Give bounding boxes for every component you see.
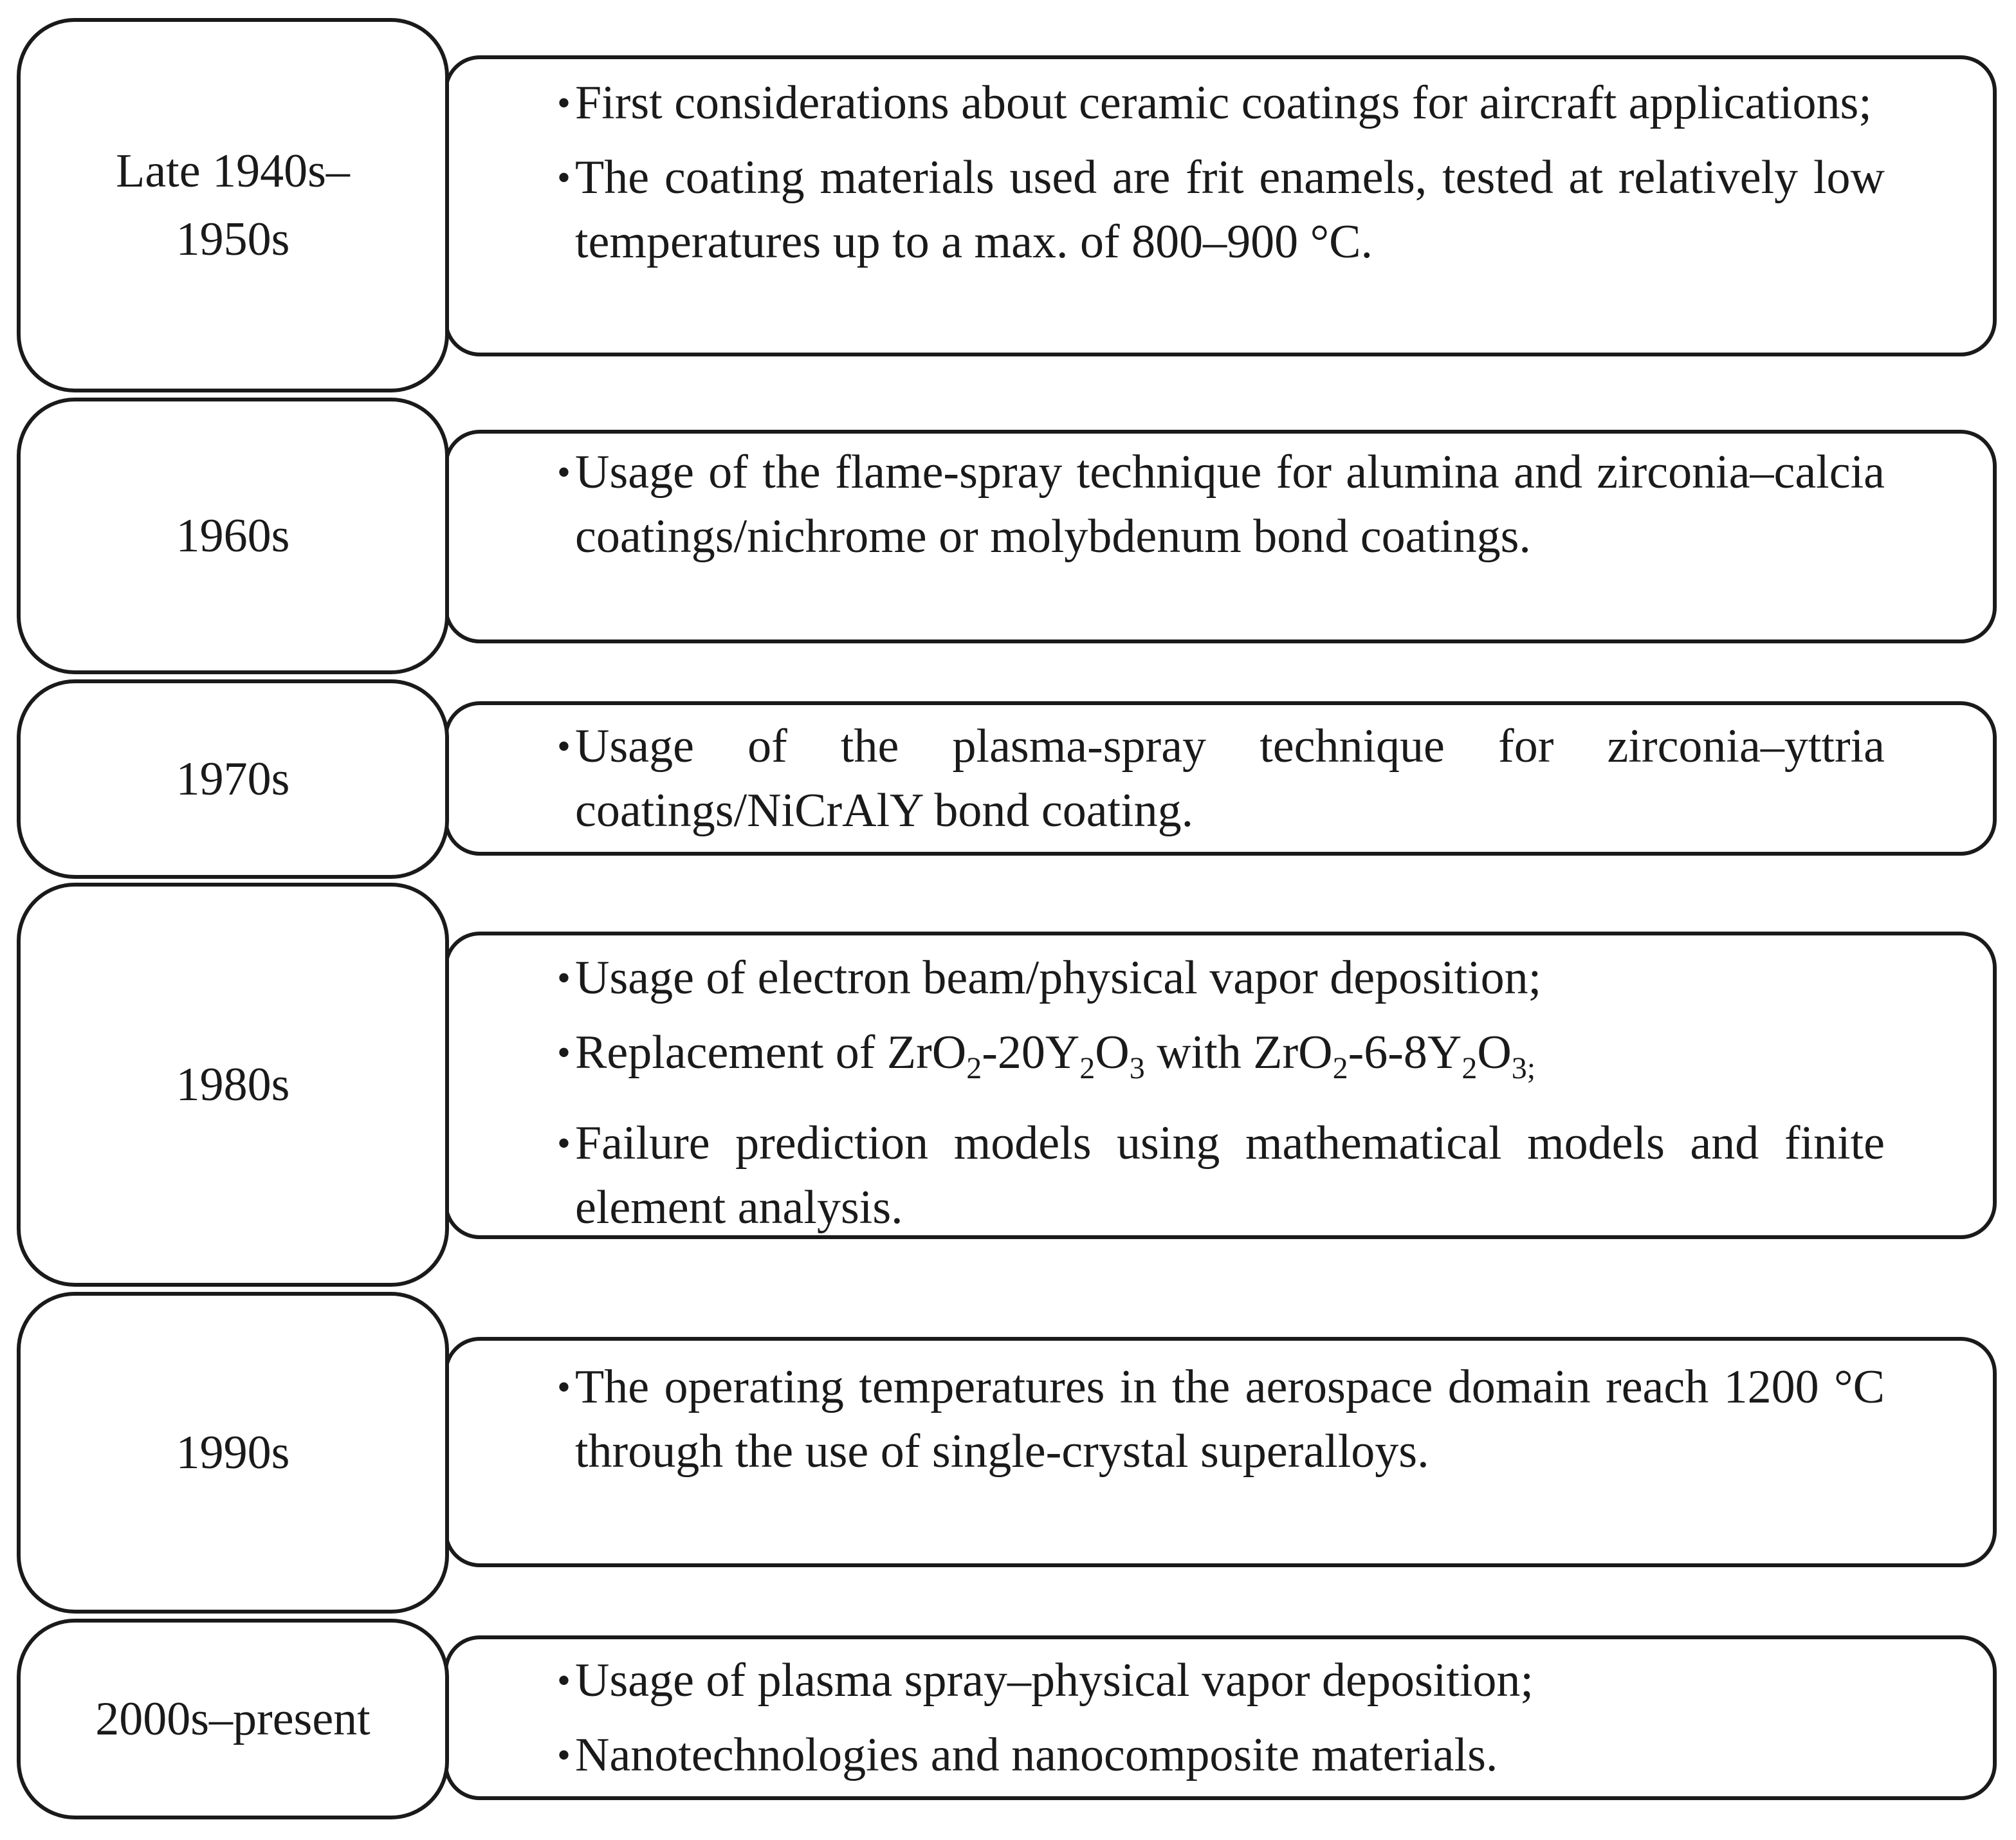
bullet-item xyxy=(553,714,1885,843)
bullet-dot-icon: • xyxy=(557,725,571,768)
bullet-text: Nanotechnologies and nanocomposite materials. xyxy=(575,1729,1498,1781)
bullet-dot-icon: • xyxy=(557,1031,571,1074)
bullet-item xyxy=(553,1111,1885,1240)
period-box-1990s xyxy=(17,1292,449,1614)
period-box-1960s xyxy=(17,398,449,674)
bullet-text: First considerations about ceramic coatings for aircraft applications; xyxy=(575,77,1872,129)
bullet-item xyxy=(553,1723,1885,1787)
bullet-item xyxy=(553,1355,1885,1484)
bullet-dot-icon: • xyxy=(557,1734,571,1776)
period-label-2000s xyxy=(69,1685,396,1753)
bullet-list-1960s xyxy=(553,440,1885,579)
bullet-dot-icon: • xyxy=(557,156,571,199)
bullet-list-2000s xyxy=(553,1648,1885,1798)
bullet-item xyxy=(553,946,1885,1010)
bullet-text: Usage of the plasma-spray technique for zirconia–yttria coatings/NiCrAlY bond coating. xyxy=(575,720,1885,837)
bullet-dot-icon: • xyxy=(557,1121,571,1164)
bullet-dot-icon: • xyxy=(557,957,571,999)
period-text-2000s: 2000s–present xyxy=(95,1693,371,1745)
period-label-1990s xyxy=(151,1419,316,1487)
bullet-text: The coating materials used are frit enamels, tested at relatively low temperatures up to a max. of 800–900 °C. xyxy=(575,151,1885,268)
bullet-dot-icon: • xyxy=(557,451,571,493)
bullet-list-1940s xyxy=(553,71,1885,284)
bullet-item xyxy=(553,71,1885,135)
period-text-1980s: 1980s xyxy=(176,1058,290,1111)
bullet-text: Failure prediction models using mathematical models and finite element analysis. xyxy=(575,1116,1885,1234)
period-label-1970s xyxy=(151,745,316,813)
period-label-1940s xyxy=(90,137,376,273)
bullet-list-1970s xyxy=(553,714,1885,853)
period-label-1960s xyxy=(151,502,316,570)
bullet-dot-icon: • xyxy=(557,1659,571,1702)
period-box-1940s xyxy=(17,18,449,392)
bullet-text: Usage of plasma spray–physical vapor deposition; xyxy=(575,1654,1534,1707)
bullet-item xyxy=(553,1648,1885,1713)
period-text-1940s: Late 1940s– 1950s xyxy=(116,145,350,266)
bullet-text: Usage of the flame-spray technique for alumina and zirconia–calcia coatings/nichrome or molybdenum bond coatings. xyxy=(575,446,1885,563)
bullet-dot-icon: • xyxy=(557,82,571,124)
bullet-text-formula: Replacement of $ZrO_2-20Y_2O_3$ with $ZrO_2-6-8Y_2O_{3;}$ xyxy=(575,1026,1536,1085)
bullet-text: Usage of electron beam/physical vapor deposition; xyxy=(575,952,1542,1004)
bullet-dot-icon: • xyxy=(557,1366,571,1408)
period-box-2000s xyxy=(17,1619,449,1819)
period-box-1970s xyxy=(17,679,449,879)
period-box-1980s xyxy=(17,883,449,1287)
period-text-1990s: 1990s xyxy=(176,1426,290,1479)
period-text-1970s: 1970s xyxy=(176,753,290,805)
bullet-item xyxy=(553,1020,1885,1101)
bullet-text: The operating temperatures in the aerospace domain reach 1200 °C through the use of single-crystal superalloys. xyxy=(575,1361,1885,1478)
bullet-list-1990s xyxy=(553,1355,1885,1494)
bullet-list-1980s xyxy=(553,946,1885,1250)
period-label-1980s xyxy=(151,1051,316,1119)
bullet-item xyxy=(553,145,1885,274)
bullet-item xyxy=(553,440,1885,569)
period-text-1960s: 1960s xyxy=(176,510,290,562)
